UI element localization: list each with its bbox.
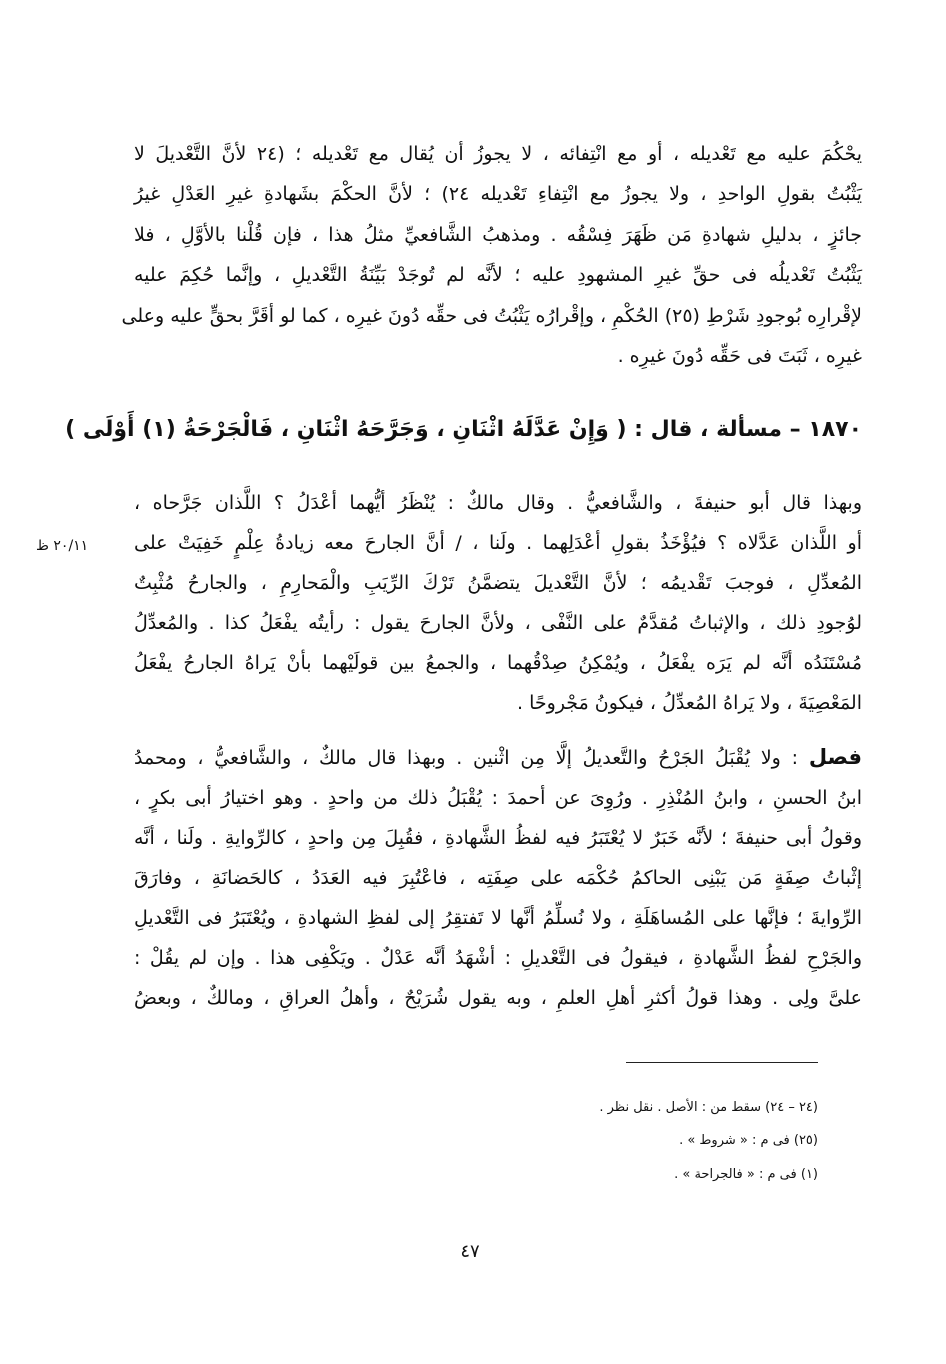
text-line: والجَرْحِ لفظُ الشَّهادةِ ، فيقولُ فى التَّعْديلِ : أشْهَدُ أنَّه عَدْلٌ . ويَكْفِى هذا . وإن لم يقُلْ : — [134, 947, 862, 969]
text-line: يَثْبُتُ تَعْديلُه فى حقِّ غيرِ المشهودِ عليه ؛ لأنَّه لم تُوجَدْ بَيِّنَةُ التَّعْديلِ ، وإنَّما حُكِمَ عليه — [134, 264, 862, 286]
text-line: جائزٍ ، بدليلِ شهادةِ مَن ظَهَرَ فِسْقُه . ومذهبُ الشَّافعيِّ مثلُ هذا ، فإن قُلْنا بالأوَّلِ ، فلا — [134, 224, 862, 246]
margin-folio-note: ٢٠/١١ ظ — [36, 538, 89, 554]
footnote-divider — [626, 1062, 818, 1063]
text-line-content: : ولا يُقْبَلُ الجَرْحُ والتَّعديلُ إلَّا مِن اثْنين . وبهذا قال مالكٌ ، والشَّافعيُّ ، ومحمدُ — [134, 747, 799, 769]
text-line: وبهذا قال أبو حنيفةَ ، والشَّافعيُّ . وقال مالكٌ : يُنْظَرُ أيُّهما أعْدَلُ ؟ اللَّذان جَرَّحاه ، — [134, 492, 862, 514]
text-line: المَعْصِيَةَ ، ولا يَراهُ المُعدِّلُ ، فيكونُ مَجْروحًا . — [517, 692, 862, 714]
text-line: الرِّوايةَ ؛ فإنَّها على المُساهَلَةِ ، ولا نُسلِّمُ أنَّها لا تَفتقِرُ إلى لفظِ الشهادةِ ، ويُعْتَبَرُ فى التَّعْديلِ — [134, 907, 862, 929]
footnote: (١) فى م : « فالجراحة » . — [674, 1167, 818, 1182]
text-line: المُعدِّلِ ، فوجبَ تَقْديمُه ؛ لأنَّ التَّعْديلَ يتضمَّنُ تَرْكَ الرِّيَبِ والْمَحارِمِ ، والجارحُ مُثْبِتٌ — [134, 572, 862, 594]
text-line: إثْباتُ صِفَةٍ مَن يَبْنِى الحاكمُ حُكْمَه على صِفَتِه ، فاعْتُبِرَ فيه العَدَدُ ، كالحَضانَةِ ، وفارَقَ — [134, 867, 862, 889]
text-line: ابنُ الحسنِ ، وابنُ المُنْذِرِ . ورُوِىَ عن أحمدَ : يُقْبَلُ ذلك من واحدٍ . وهو اختيارُ أبى بكرٍ ، — [134, 787, 862, 809]
text-line: لوُجودِ ذلك ، والإثباتُ مُقدَّمٌ على النَّفْى ، ولأنَّ الجارحَ يقول : رأيتُه يفْعَلُ كذا . والمُعدِّلُ — [134, 612, 862, 634]
text-line: وقولُ أبى حنيفةَ ؛ لأنَّه خَبَرٌ لا يُعْتَبَرُ فيه لفظُ الشَّهادةِ ، فقُبِلَ مِن واحدٍ ، كالرِّوايةِ . ولَنا ، أنَّه — [134, 827, 862, 849]
footnote: (٢٥) فى م : « شروط » . — [679, 1133, 818, 1148]
text-line: غيرِه ، ثَبَتَ فى حَقِّه دُونَ غيرِه . — [617, 345, 862, 367]
footnote: (٢٤ – ٢٤) سقط من : الأصل . نقل نظر . — [599, 1100, 818, 1115]
text-line: مُسْتَنَدُه أنَّه لم يَرَه يفْعَلُ ، ويُمْكِنُ صِدْقُهما ، والجمعُ بين قولَيْهما بأنْ يَراهُ الجارحُ يفْعَلُ — [134, 652, 862, 674]
page-number: ٤٧ — [460, 1241, 480, 1262]
section-label: فصل — [808, 745, 862, 769]
text-line: أو اللَّذان عَدَّلاه ؟ فيُؤْخَذُ بقولِ أعْدَلِهما . ولَنا ، / أنَّ الجارحَ معه زيادةُ عِلْمٍ خَفِيَتْ على — [134, 532, 862, 554]
text-line: لإقْرارِه بُوجودِ شَرْطِ (٢٥) الحُكْمِ ، وإقْرارُه يَثْبُتُ فى حقِّه دُونَ غيرِه ، كما لو أقَرَّ بحقٍّ عليه وعلى — [121, 305, 862, 327]
masala-number: ١٨٧٠ — [808, 417, 862, 442]
masala-title: – مسألة ، قال : ( وَإِنْ عَدَّلَهُ اثْنَانِ ، وَجَرَّحَهُ اثْنَانِ ، فَالْجَرْحَةُ (١) أَوْلَى ) — [65, 417, 801, 442]
masala-heading — [65, 408, 862, 452]
text-line — [134, 737, 862, 777]
text-line: يَثْبُتُ بقولِ الواحدِ ، ولا يجوزُ مع انْتِفاءِ تَعْديله ٢٤) ؛ لأنَّ الحكْمَ بشَهادةِ غيرِ العَدْلِ غيرُ — [134, 183, 862, 205]
text-line: علىَّ ولِى . وهذا قولُ أكثرِ أهلِ العلمِ ، وبه يقول شُرَيْحٌ ، وأهلُ العراقِ ، ومالكٌ ، وبعضُ — [134, 987, 862, 1009]
text-line: يحْكُمَ عليه مع تَعْديله ، أو مع انْتِفائه ، لا يجوزُ أن يُقال مع تَعْديله ؛ (٢٤ لأنَّ التَّعْديلَ لا — [134, 143, 862, 165]
